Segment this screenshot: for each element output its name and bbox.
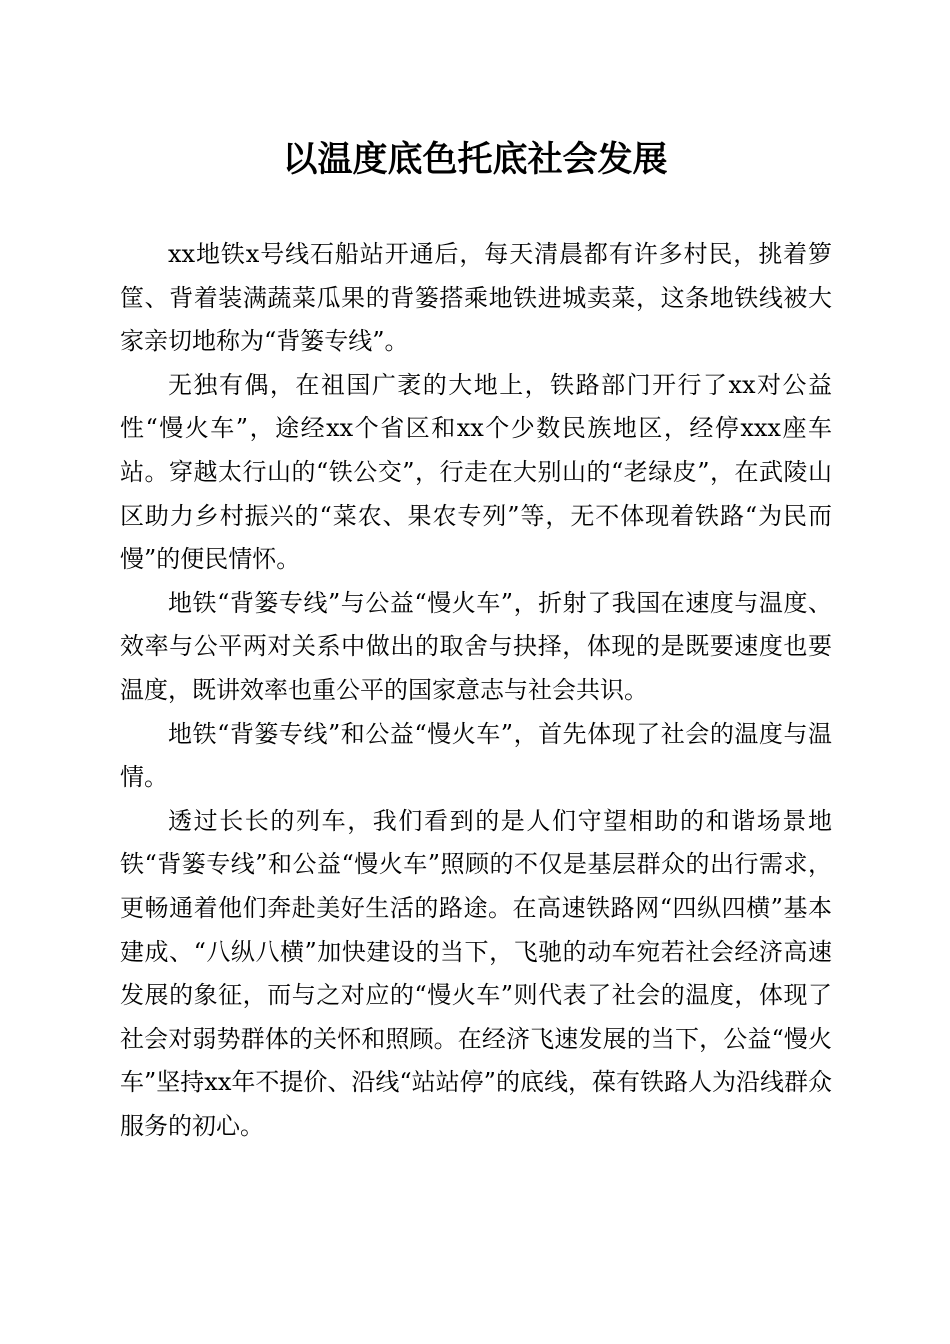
document-title: 以温度底色托底社会发展 <box>282 139 668 180</box>
paragraph-1: xx地铁x号线石船站开通后，每天清晨都有许多村民，挑着箩筐、背着装满蔬菜瓜果的背篓搭乘地铁进城卖菜，这条地铁线被大家亲切地称为“背篓专线”。 <box>120 240 832 356</box>
paragraph-5: 透过长长的列车，我们看到的是人们守望相助的和谐场景地铁“背篓专线”和公益“慢火车”照顾的不仅是基层群众的出行需求，更畅通着他们奔赴美好生活的路途。在高速铁路网“四纵四横”基本建成、“八纵八横”加快建设的当下，飞驰的动车宛若社会经济高速发展的象征，而与之对应的“慢火车”则代表了社会的温度，体现了社会对弱势群体的关怀和照顾。在经济飞速发展的当下，公益“慢火车”坚持xx年不提价、沿线“站站停”的底线，葆有铁路人为沿线群众服务的初心。 <box>120 806 832 1140</box>
document-body <box>120 233 832 1148</box>
paragraph-2: 无独有偶，在祖国广袤的大地上，铁路部门开行了xx对公益性“慢火车”，途经xx个省区和xx个少数民族地区，经停xxx座车站。穿越太行山的“铁公交”，行走在大别山的“老绿皮”，在武陵山区助力乡村振兴的“菜农、果农专列”等，无不体现着铁路“为民而慢”的便民情怀。 <box>120 370 832 574</box>
paragraph-3: 地铁“背篓专线”与公益“慢火车”，折射了我国在速度与温度、效率与公平两对关系中做出的取舍与抉择，体现的是既要速度也要温度，既讲效率也重公平的国家意志与社会共识。 <box>120 588 832 704</box>
paragraph-4: 地铁“背篓专线”和公益“慢火车”，首先体现了社会的温度与温情。 <box>120 719 832 792</box>
